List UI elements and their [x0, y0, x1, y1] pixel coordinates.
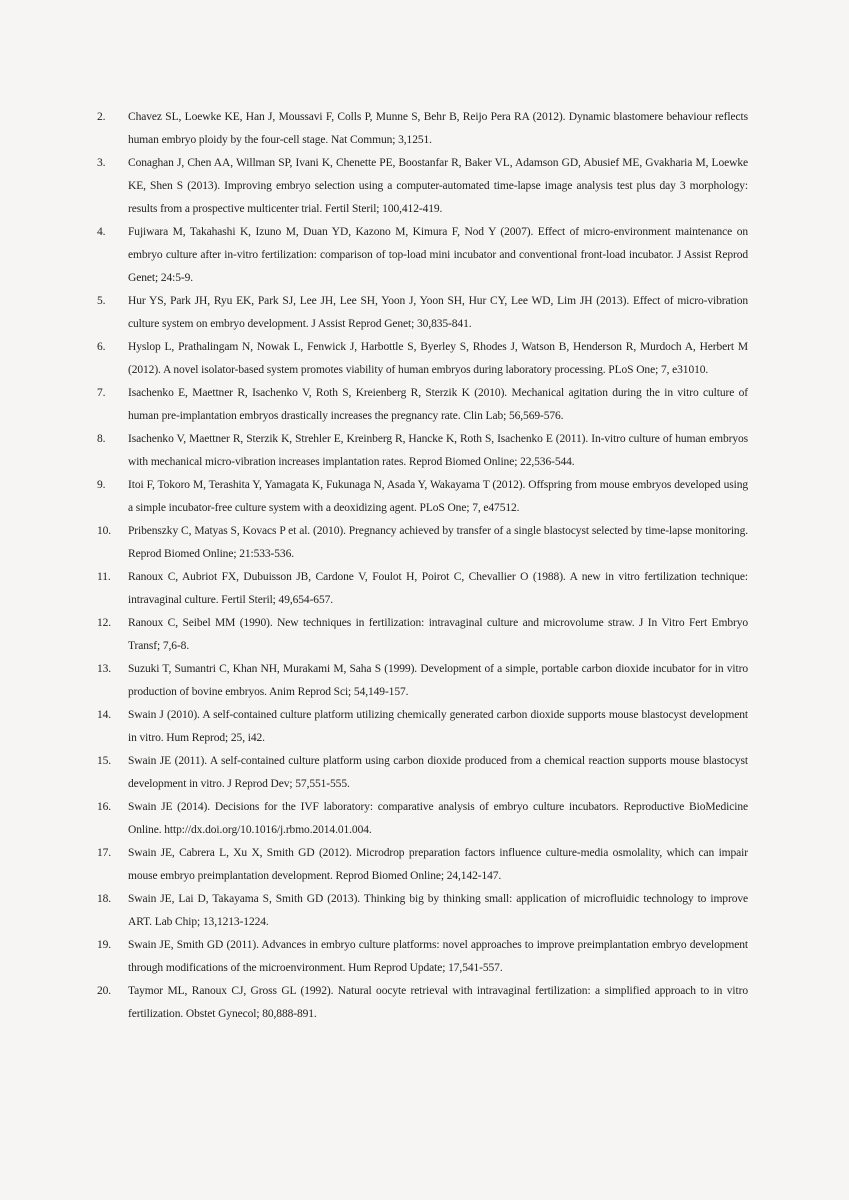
reference-text: Swain JE, Lai D, Takayama S, Smith GD (2013). Thinking big by thinking small: application of microfluidic technology to improve ART. Lab Chip; 13,1213-1224. [128, 893, 748, 928]
reference-number: 10. [97, 525, 112, 537]
reference-item [97, 520, 748, 566]
reference-text: Suzuki T, Sumantri C, Khan NH, Murakami M, Saha S (1999). Development of a simple, portable carbon dioxide incubator for in vitro production of bovine embryos. Anim Reprod Sci; 54,149-157. [128, 663, 748, 698]
reference-number: 19. [97, 939, 112, 951]
reference-text: Pribenszky C, Matyas S, Kovacs P et al. (2010). Pregnancy achieved by transfer of a single blastocyst selected by time-lapse monitoring. Reprod Biomed Online; 21:533-536. [128, 525, 748, 560]
reference-list [97, 106, 748, 1026]
reference-text: Ranoux C, Aubriot FX, Dubuisson JB, Cardone V, Foulot H, Poirot C, Chevallier O (1988). A new in vitro fertilization technique: intravaginal culture. Fertil Steril; 49,654-657. [128, 571, 748, 606]
reference-text: Fujiwara M, Takahashi K, Izuno M, Duan YD, Kazono M, Kimura F, Nod Y (2007). Effect of micro-environment maintenance on embryo culture after in-vitro fertilization: comparison of top-load mini incubator and conventional front-load incubator. J Assist Reprod Genet; 24:5-9. [128, 226, 748, 284]
reference-item [97, 796, 748, 842]
reference-number: 2. [97, 111, 106, 123]
reference-number: 17. [97, 847, 112, 859]
reference-text: Taymor ML, Ranoux CJ, Gross GL (1992). Natural oocyte retrieval with intravaginal fertilization: a simplified approach to in vitro fertilization. Obstet Gynecol; 80,888-891. [128, 985, 748, 1020]
reference-item [97, 934, 748, 980]
reference-text: Isachenko V, Maettner R, Sterzik K, Strehler E, Kreinberg R, Hancke K, Roth S, Isachenko E (2011). In-vitro culture of human embryos with mechanical micro-vibration increases implantation rates. Reprod Biomed Online; 22,536-544. [128, 433, 748, 468]
reference-number: 12. [97, 617, 112, 629]
reference-item [97, 888, 748, 934]
reference-item [97, 704, 748, 750]
reference-number: 18. [97, 893, 112, 905]
reference-number: 15. [97, 755, 112, 767]
reference-number: 5. [97, 295, 106, 307]
reference-text: Swain JE, Cabrera L, Xu X, Smith GD (2012). Microdrop preparation factors influence culture-media osmolality, which can impair mouse embryo preimplantation development. Reprod Biomed Online; 24,142-147. [128, 847, 748, 882]
reference-number: 3. [97, 157, 106, 169]
reference-item [97, 658, 748, 704]
reference-number: 9. [97, 479, 106, 491]
reference-text: Swain JE, Smith GD (2011). Advances in embryo culture platforms: novel approaches to improve preimplantation embryo development through modifications of the microenvironment. Hum Reprod Update; 17,541-557. [128, 939, 748, 974]
reference-number: 13. [97, 663, 112, 675]
reference-item [97, 382, 748, 428]
reference-text: Hur YS, Park JH, Ryu EK, Park SJ, Lee JH, Lee SH, Yoon J, Yoon SH, Hur CY, Lee WD, Lim JH (2013). Effect of micro-vibration culture system on embryo development. J Assist Reprod Genet; 30,835-841. [128, 295, 748, 330]
reference-item [97, 750, 748, 796]
reference-item [97, 980, 748, 1026]
reference-number: 14. [97, 709, 112, 721]
reference-text: Itoi F, Tokoro M, Terashita Y, Yamagata K, Fukunaga N, Asada Y, Wakayama T (2012). Offspring from mouse embryos developed using a simple incubator-free culture system with a deoxidizing agent. PLoS One; 7, e47512. [128, 479, 748, 514]
reference-number: 6. [97, 341, 106, 353]
reference-text: Swain J (2010). A self-contained culture platform utilizing chemically generated carbon dioxide supports mouse blastocyst development in vitro. Hum Reprod; 25, i42. [128, 709, 748, 744]
reference-item [97, 474, 748, 520]
reference-text: Isachenko E, Maettner R, Isachenko V, Roth S, Kreienberg R, Sterzik K (2010). Mechanical agitation during the in vitro culture of human pre-implantation embryos drastically increases the pregnancy rate. Clin Lab; 56,569-576. [128, 387, 748, 422]
reference-text: Swain JE (2011). A self-contained culture platform using carbon dioxide produced from a chemical reaction supports mouse blastocyst development in vitro. J Reprod Dev; 57,551-555. [128, 755, 748, 790]
reference-item [97, 612, 748, 658]
reference-item [97, 428, 748, 474]
reference-text: Swain JE (2014). Decisions for the IVF laboratory: comparative analysis of embryo culture incubators. Reproductive BioMedicine Online. http://dx.doi.org/10.1016/j.rbmo.2014.01.004. [128, 801, 748, 836]
reference-item [97, 106, 748, 152]
reference-item [97, 336, 748, 382]
reference-item [97, 566, 748, 612]
reference-text: Hyslop L, Prathalingam N, Nowak L, Fenwick J, Harbottle S, Byerley S, Rhodes J, Watson B, Henderson R, Murdoch A, Herbert M (2012). A novel isolator-based system promotes viability of human embryos during laboratory processing. PLoS One; 7, e31010. [128, 341, 748, 376]
reference-text: Conaghan J, Chen AA, Willman SP, Ivani K, Chenette PE, Boostanfar R, Baker VL, Adamson GD, Abusief ME, Gvakharia M, Loewke KE, Shen S (2013). Improving embryo selection using a computer-automated time-lapse image analysis test plus day 3 morphology: results from a prospective multicenter trial. Fertil Steril; 100,412-419. [128, 157, 748, 215]
reference-number: 11. [97, 571, 111, 583]
reference-text: Ranoux C, Seibel MM (1990). New techniques in fertilization: intravaginal culture and microvolume straw. J In Vitro Fert Embryo Transf; 7,6-8. [128, 617, 748, 652]
reference-number: 4. [97, 226, 106, 238]
reference-item [97, 842, 748, 888]
reference-text: Chavez SL, Loewke KE, Han J, Moussavi F, Colls P, Munne S, Behr B, Reijo Pera RA (2012). Dynamic blastomere behaviour reflects human embryo ploidy by the four-cell stage. Nat Commun; 3,1251. [128, 111, 748, 146]
reference-number: 16. [97, 801, 112, 813]
reference-number: 7. [97, 387, 106, 399]
reference-item [97, 290, 748, 336]
reference-item [97, 152, 748, 221]
reference-number: 20. [97, 985, 112, 997]
reference-item [97, 221, 748, 290]
reference-number: 8. [97, 433, 106, 445]
